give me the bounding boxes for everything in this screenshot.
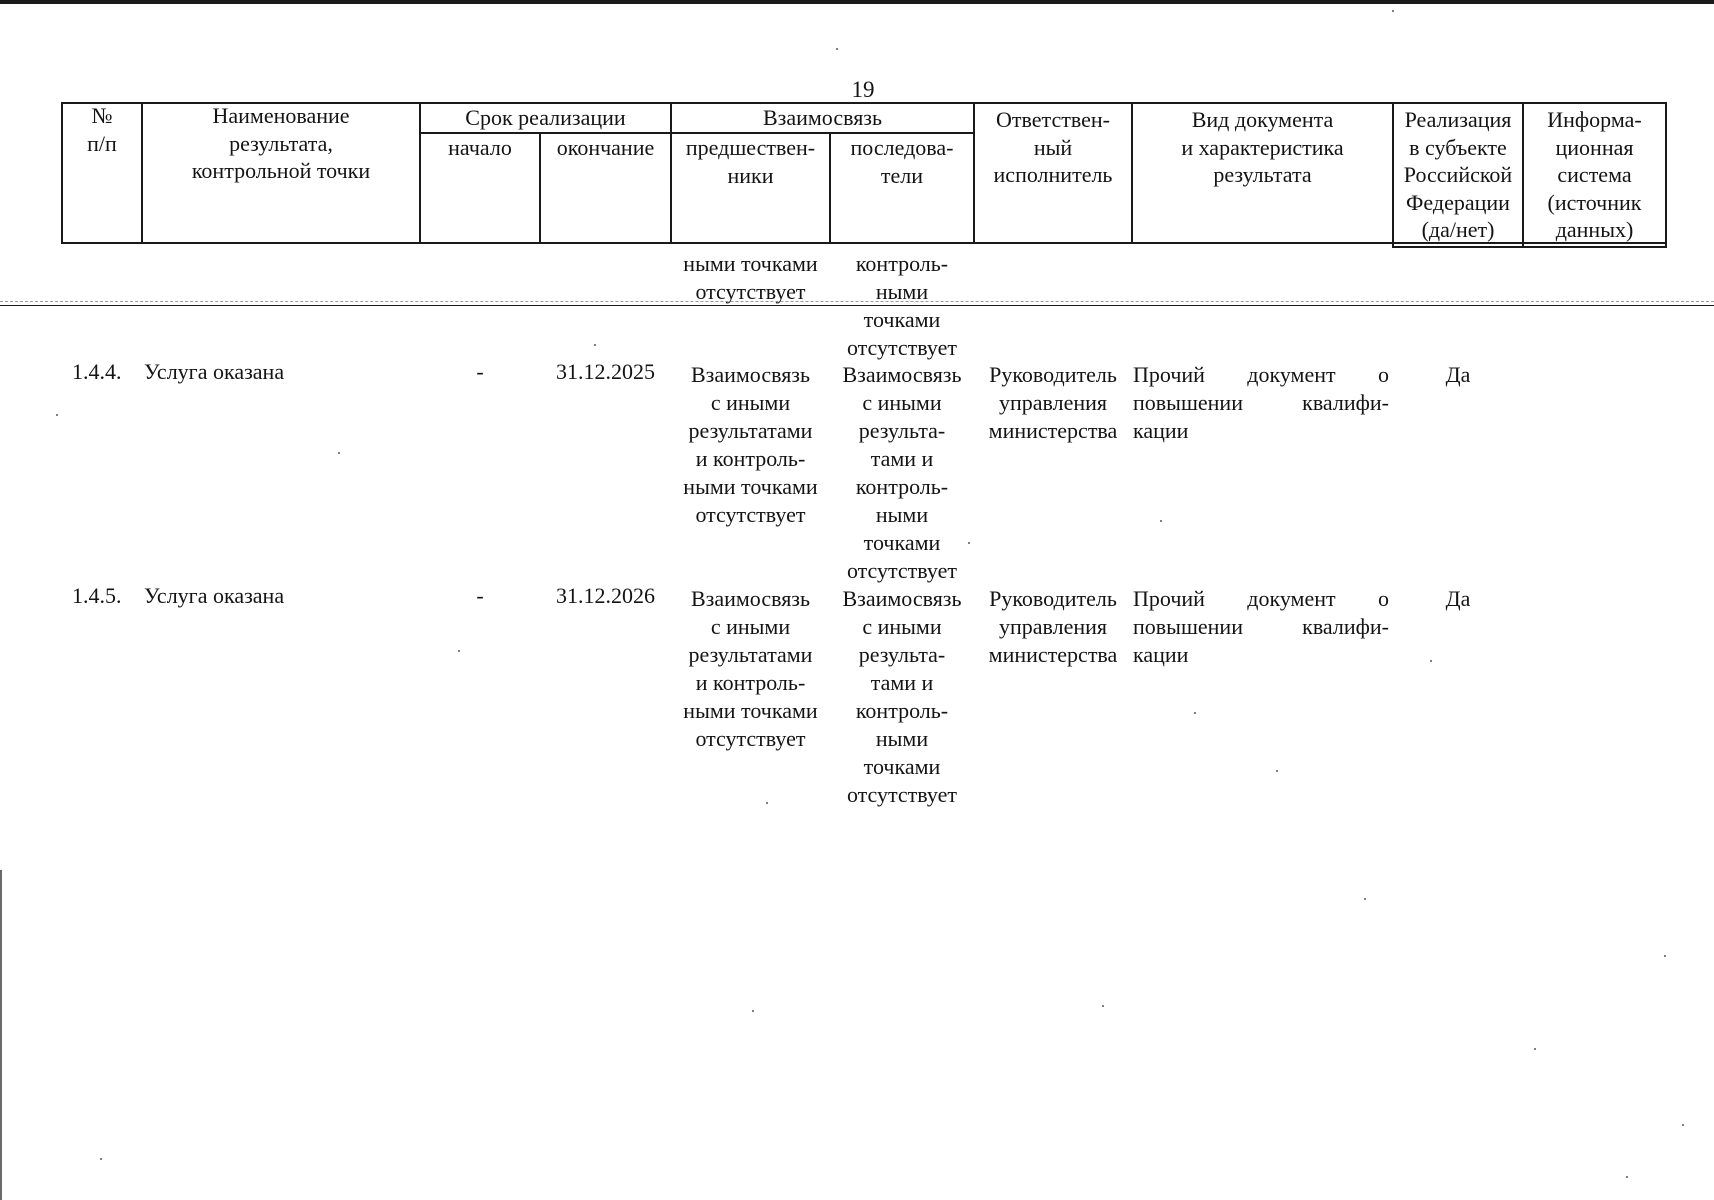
row-doc-type: Прочий документ о повышении квалифи- кации bbox=[1133, 362, 1389, 443]
cut-line bbox=[0, 305, 1714, 306]
header-term-end: окончание bbox=[556, 135, 655, 160]
table-header bbox=[61, 102, 1667, 248]
fold-line bbox=[0, 301, 1714, 302]
header-term-group: Срок реализации bbox=[465, 105, 626, 130]
row-region: Да bbox=[1445, 586, 1471, 611]
row-prev: Взаимосвязь с иными результатами и контроль- ными точками отсутствует bbox=[683, 586, 818, 751]
row-doc-type: Прочий документ о повышении квалифи- кации bbox=[1133, 586, 1389, 667]
header-doc-type: Вид документа и характеристика результата bbox=[1181, 107, 1344, 187]
header-link-prev: предшествен- ники bbox=[685, 135, 816, 188]
header-region: Реализация в субъекте Российской Федерации (да/нет) bbox=[1403, 107, 1513, 242]
row-responsible: Руководитель управления министерства bbox=[988, 362, 1118, 443]
header-responsible: Ответствен- ный исполнитель bbox=[993, 107, 1113, 187]
row-region: Да bbox=[1445, 362, 1471, 387]
header-name: Наименование результата, контрольной точки bbox=[191, 103, 371, 183]
row-num: 1.4.4. bbox=[72, 359, 122, 384]
page-number: 19 bbox=[851, 77, 875, 102]
row-start: - bbox=[476, 359, 484, 384]
header-link-next: последова- тели bbox=[850, 135, 954, 188]
continuation-next: контроль- ными точками отсутствует bbox=[846, 251, 958, 360]
row-start: - bbox=[476, 583, 484, 608]
continuation-prev: ными точками отсутствует bbox=[683, 251, 818, 304]
row-prev: Взаимосвязь с иными результатами и контроль- ными точками отсутствует bbox=[683, 362, 818, 527]
header-term-start: начало bbox=[448, 135, 512, 160]
row-name: Услуга оказана bbox=[144, 359, 285, 384]
row-responsible: Руководитель управления министерства bbox=[988, 586, 1118, 667]
row-end: 31.12.2025 bbox=[556, 359, 655, 384]
row-num: 1.4.5. bbox=[72, 583, 122, 608]
scan-edge-top bbox=[0, 0, 1714, 4]
row-next: Взаимосвязь с иными результа- тами и контроль- ными точками отсутствует bbox=[842, 362, 962, 583]
header-link-group: Взаимосвязь bbox=[762, 105, 883, 130]
scan-edge-left bbox=[0, 870, 2, 1200]
row-name: Услуга оказана bbox=[144, 583, 285, 608]
header-num: № п/п bbox=[87, 103, 117, 156]
header-info-system: Информа- ционная система (источник данных) bbox=[1547, 107, 1642, 242]
row-next: Взаимосвязь с иными результа- тами и контроль- ными точками отсутствует bbox=[842, 586, 962, 807]
row-end: 31.12.2026 bbox=[556, 583, 655, 608]
